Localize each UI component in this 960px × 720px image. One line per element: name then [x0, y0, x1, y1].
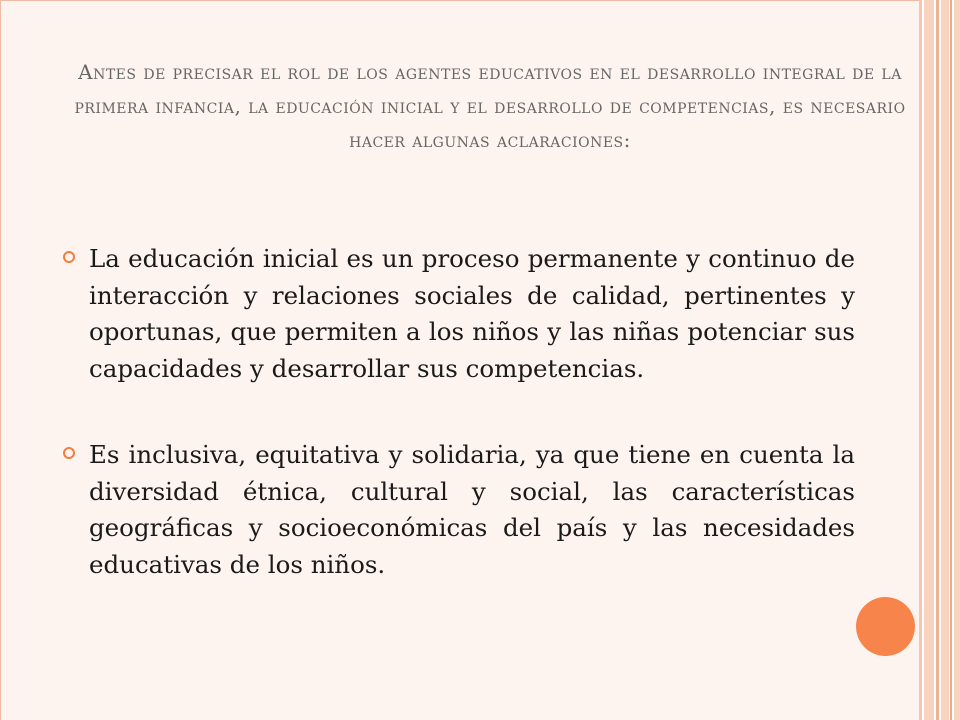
stripe — [950, 0, 952, 720]
orange-circle-icon — [856, 597, 915, 656]
stripe — [936, 0, 939, 720]
stripe — [924, 0, 934, 720]
hollow-circle-bullet-icon — [63, 251, 75, 263]
stripe — [954, 0, 960, 720]
bullet-list — [63, 241, 855, 633]
bullet-item — [63, 241, 855, 387]
bullet-text: La educación inicial es un proceso permanente y continuo de interacción y relaciones sociales de calidad, pertinentes y oportunas, que permiten a los niños y las niñas potenciar sus capacidades y desarrollar sus competencias. — [89, 244, 855, 383]
stripe — [941, 0, 949, 720]
hollow-circle-bullet-icon — [63, 447, 75, 459]
decorative-right-stripes — [919, 0, 960, 720]
bullet-item — [63, 437, 855, 583]
bullet-text: Es inclusiva, equitativa y solidaria, ya que tiene en cuenta la diversidad étnica, cultural y social, las características geográficas y socioeconómicas del país y las necesidades educativas de los niños. — [89, 440, 855, 579]
slide-title: Antes de precisar el rol de los agentes educativos en el desarrollo integral de la primera infancia, la educación inicial y el desarrollo de competencias, es necesario hacer algunas aclaraciones: — [74, 60, 906, 152]
